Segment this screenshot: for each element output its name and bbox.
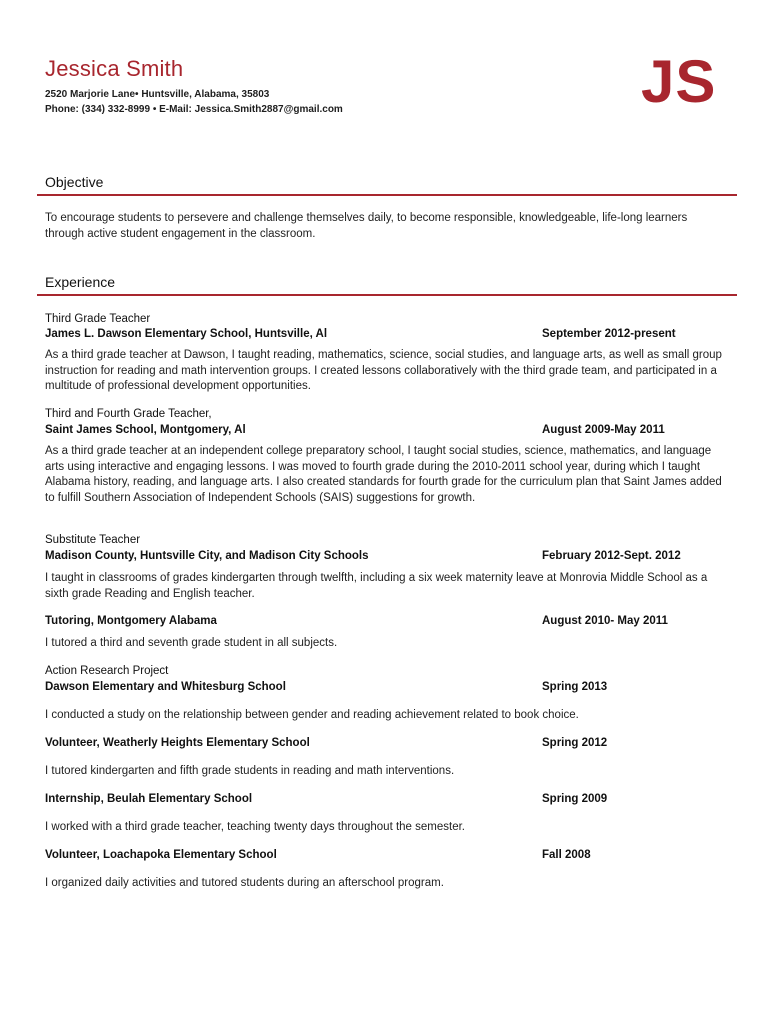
job-description: I worked with a third grade teacher, teaching twenty days throughout the semester.: [45, 821, 465, 833]
job-description: I taught in classrooms of grades kindergarten through twelfth, including a six week maternity leave at Monrovia Middle School as a sixth grade Reading and English teacher.: [45, 572, 708, 600]
objective-heading: Objective: [45, 174, 104, 190]
job-org: Dawson Elementary and Whitesburg School: [45, 681, 286, 693]
objective-divider: [37, 194, 737, 196]
job-description: As a third grade teacher at an independent college preparatory school, I taught social studies, science, mathematics, and language arts using interactive and engaging lessons. I was moved to fourth grade during the 2010-2011 school year, during which I taught Alabama history, reading, and language arts. I also created standards for fourth grade for the curriculum plan that Saint James added to fulfill Southern Association of Independent Schools (SAIS) suggestions for growth.: [45, 445, 722, 504]
job-date: September 2012-present: [542, 328, 676, 340]
job-org: Internship, Beulah Elementary School: [45, 793, 253, 805]
job-org: Volunteer, Loachapoka Elementary School: [45, 849, 277, 861]
experience-divider: [37, 294, 737, 296]
job-date: Fall 2008: [542, 849, 591, 861]
address-line: 2520 Marjorie Lane• Huntsville, Alabama, 35803: [45, 89, 270, 100]
job-role: Third Grade Teacher: [45, 313, 151, 325]
monogram-logo: JS: [641, 48, 717, 115]
job-org: Tutoring, Montgomery Alabama: [45, 615, 217, 627]
job-date: February 2012-Sept. 2012: [542, 550, 681, 562]
job-date: Spring 2013: [542, 681, 608, 693]
objective-text: To encourage students to persevere and challenge themselves daily, to become responsible, knowledgeable, life-long learners through active student engagement in the classroom.: [45, 212, 688, 240]
job-role: Substitute Teacher: [45, 534, 141, 546]
job-role: Third and Fourth Grade Teacher,: [45, 408, 212, 420]
candidate-name: Jessica Smith: [45, 56, 184, 81]
job-date: August 2009-May 2011: [542, 424, 665, 436]
job-description: I organized daily activities and tutored students during an afterschool program.: [45, 877, 444, 889]
job-date: Spring 2012: [542, 737, 608, 749]
job-org: Saint James School, Montgomery, Al: [45, 424, 246, 436]
job-org: Volunteer, Weatherly Heights Elementary School: [45, 737, 310, 749]
job-description: I conducted a study on the relationship between gender and reading achievement related to book choice.: [45, 709, 579, 721]
job-org: James L. Dawson Elementary School, Huntsville, Al: [45, 328, 328, 340]
job-description: I tutored kindergarten and fifth grade students in reading and math interventions.: [45, 765, 455, 777]
job-role: Action Research Project: [45, 665, 169, 677]
job-description: I tutored a third and seventh grade student in all subjects.: [45, 637, 338, 649]
job-date: Spring 2009: [542, 793, 608, 805]
experience-heading: Experience: [45, 274, 116, 290]
job-date: August 2010- May 2011: [542, 615, 668, 627]
job-description: As a third grade teacher at Dawson, I taught reading, mathematics, science, social studies, and language arts, as well as small group instruction for reading and math intervention groups. I created lessons collaboratively with the third grade team, and participated in a multitude of professional development opportunities.: [45, 349, 722, 392]
contact-line: Phone: (334) 332-8999 • E-Mail: Jessica.Smith2887@gmail.com: [45, 104, 343, 115]
job-org: Madison County, Huntsville City, and Madison City Schools: [45, 550, 369, 562]
